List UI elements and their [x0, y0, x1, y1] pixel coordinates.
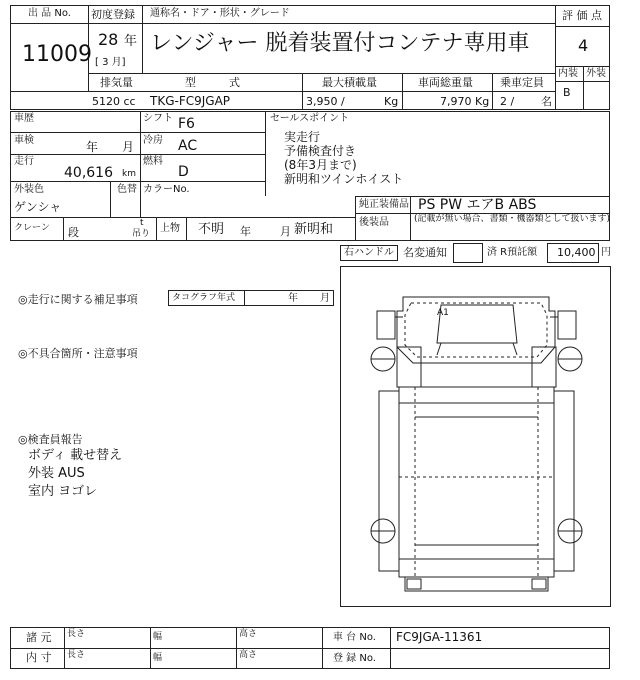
shift-label: シフト — [143, 113, 173, 124]
sales-label: セールスポイント — [270, 113, 350, 124]
displacement: 5120 cc — [92, 95, 136, 108]
max-load: 3,950 / — [306, 95, 345, 108]
crane-label: クレーン — [14, 223, 50, 233]
reg-month: [ 3 月] — [95, 57, 126, 68]
interior-dims-label: 内 寸 — [26, 651, 52, 664]
inspection-year: 年 — [86, 140, 99, 154]
truck-diagram — [340, 266, 611, 607]
lot-number: 11009 — [22, 42, 92, 67]
gvw-label: 車両総重量 — [418, 76, 473, 89]
defect-notes-label: ◎不具合箇所・注意事項 — [18, 347, 138, 360]
retrofit-note: (記載が無い場合、書類・機器類として扱います) — [414, 214, 611, 224]
inspector-line-2: 外装 AUS — [28, 466, 85, 481]
car-name-label: 通称名・ドア・形状・グレード — [150, 8, 290, 19]
max-load-unit: Kg — [384, 95, 399, 108]
reg-year-unit: 年 — [124, 34, 138, 49]
interior-label: 内装 — [558, 68, 578, 79]
color-code-label: カラーNo. — [143, 184, 190, 195]
inspection-month: 月 — [122, 140, 135, 154]
ac-value: AC — [178, 138, 198, 154]
interior-grade: B — [563, 86, 571, 99]
recycle-unit: 円 — [601, 247, 611, 258]
shift-value: F6 — [178, 116, 195, 132]
inspector-line-1: ボディ 載せ替え — [28, 448, 123, 463]
capacity-unit: 名 — [541, 95, 552, 108]
crane-ton: t — [140, 218, 144, 228]
capacity: 2 / — [500, 95, 515, 108]
sales-point-1: 実走行 — [284, 130, 321, 144]
name-change-box — [453, 243, 483, 263]
running-notes-label: ◎走行に関する補足事項 — [18, 293, 138, 306]
first-reg-label: 初度登録 — [91, 8, 135, 21]
crane-lift: 吊り — [132, 229, 151, 239]
color-label: 外装色 — [14, 184, 44, 195]
dims-label: 諸 元 — [26, 631, 52, 644]
inspector-report-label: ◎検査員報告 — [18, 433, 83, 446]
chassis-number: FC9JGA-11361 — [396, 630, 483, 644]
body-month-unit: 月 — [280, 225, 291, 238]
inner-height-label: 高さ — [239, 650, 258, 660]
body-label: 上物 — [160, 223, 180, 234]
lot-label: 出 品 No. — [28, 8, 71, 19]
max-load-label: 最大積載量 — [322, 76, 377, 89]
color-value: ゲンシャ — [14, 200, 62, 214]
dims-height-label: 高さ — [239, 629, 258, 639]
inspector-line-3: 室内 ヨゴレ — [28, 484, 98, 499]
model: TKG-FC9JGAP — [150, 94, 231, 108]
inner-width-label: 幅 — [153, 653, 163, 663]
history-label: 車歴 — [14, 113, 34, 124]
damage-mark-a1: A1 — [437, 308, 449, 318]
sales-point-2: 予備検査付き — [284, 144, 357, 158]
retrofit-label: 後装品 — [359, 217, 389, 228]
mileage-unit: km — [122, 169, 136, 179]
registration-label: 登 録 No. — [333, 653, 376, 664]
reg-year: 28 — [98, 30, 119, 49]
car-name: レンジャー 脱着装置付コンテナ専用車 — [150, 31, 530, 56]
sales-point-3: (8年3月まで) — [284, 158, 357, 172]
dims-length-label: 長さ — [67, 629, 86, 639]
color-change-label: 色替 — [117, 184, 137, 195]
sales-point-4: 新明和ツインホイスト — [284, 172, 404, 186]
recycle-amount: 10,400 — [557, 246, 596, 259]
score-value: 4 — [578, 36, 589, 55]
inner-length-label: 長さ — [67, 650, 86, 660]
ac-label: 冷房 — [143, 135, 163, 146]
name-change-label: 名変通知 — [403, 246, 447, 259]
gvw: 7,970 Kg — [440, 95, 490, 108]
chassis-label: 車 台 No. — [333, 632, 376, 643]
fuel-value: D — [178, 164, 189, 180]
body-year-unit: 年 — [240, 225, 251, 238]
body-maker: 新明和 — [294, 222, 334, 237]
inspection-label: 車検 — [14, 135, 34, 146]
score-label: 評 価 点 — [562, 9, 602, 22]
capacity-label: 乗車定員 — [500, 76, 544, 89]
fuel-label: 燃料 — [143, 156, 163, 167]
body-year: 不明 — [198, 222, 225, 237]
exterior-label: 外装 — [586, 68, 606, 79]
tachograph-month: 月 — [320, 293, 330, 304]
mileage-value: 40,616 — [64, 165, 113, 181]
equipment-label: 純正装備品 — [359, 199, 409, 210]
crane-stage: 段 — [68, 226, 79, 239]
recycle-label: 済 R預託額 — [487, 247, 538, 258]
tachograph-label: タコグラフ年式 — [172, 293, 236, 303]
dims-width-label: 幅 — [153, 632, 163, 642]
displacement-label: 排気量 — [100, 76, 133, 89]
model-label: 型 式 — [185, 76, 240, 89]
handle-value: 右ハンドル — [344, 247, 394, 258]
mileage-label: 走行 — [14, 156, 34, 167]
tachograph-year: 年 — [288, 293, 298, 304]
equipment-value: PS PW エアB ABS — [418, 197, 537, 213]
